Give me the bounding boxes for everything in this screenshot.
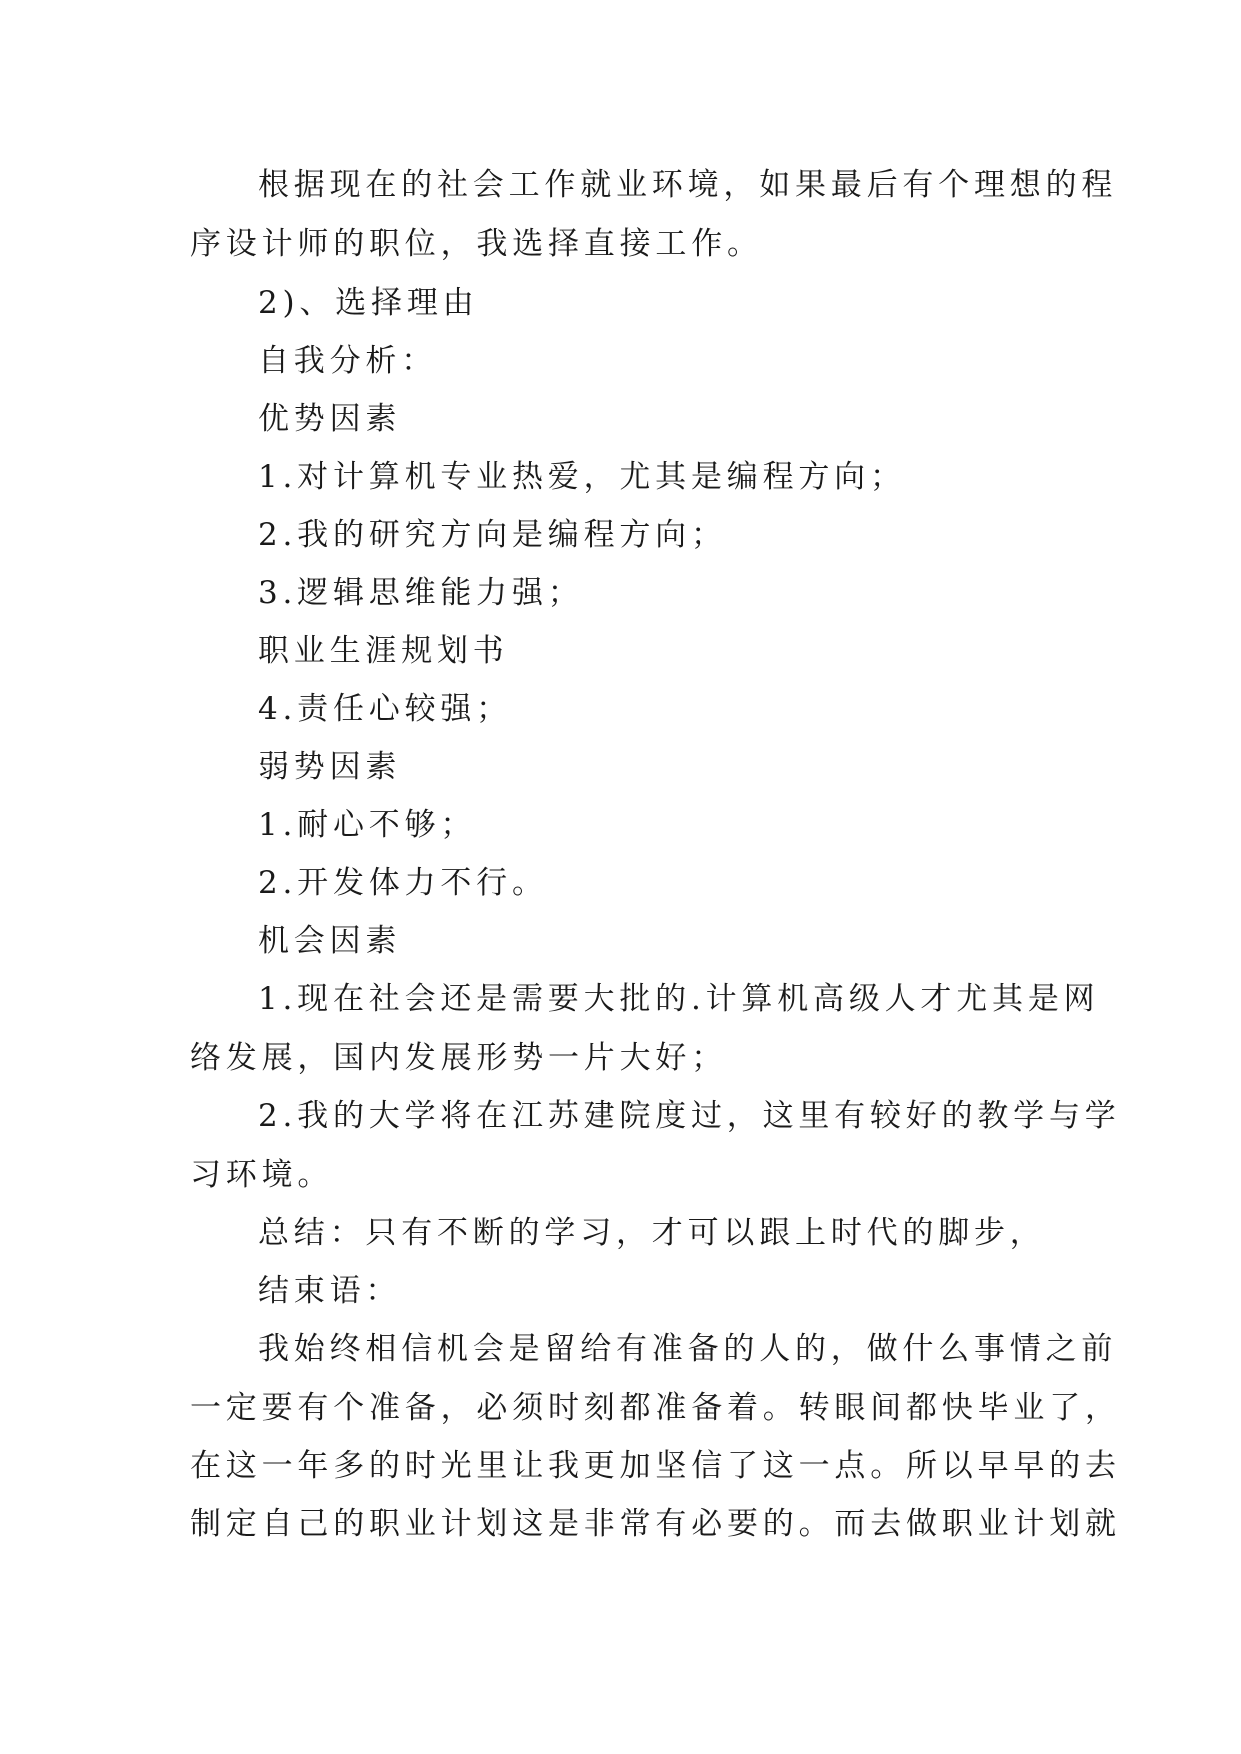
list-item: 1.现在社会还是需要大批的.计算机高级人才尤其是网 bbox=[258, 981, 1100, 1017]
paragraph-line: 序设计师的职位，我选择直接工作。 bbox=[190, 226, 763, 262]
list-item: 4.责任心较强； bbox=[258, 691, 512, 727]
list-item: 2.开发体力不行。 bbox=[258, 865, 548, 901]
list-item-continuation: 习环境。 bbox=[190, 1157, 334, 1193]
section-heading: 2)、选择理由 bbox=[258, 285, 479, 321]
subsection-heading: 优势因素 bbox=[258, 401, 402, 437]
paragraph-line: 我始终相信机会是留给有准备的人的，做什么事情之前 bbox=[258, 1331, 1118, 1367]
paragraph-line: 制定自己的职业计划这是非常有必要的。而去做职业计划就 bbox=[190, 1506, 1121, 1542]
list-item: 3.逻辑思维能力强； bbox=[258, 575, 584, 611]
subsection-heading: 弱势因素 bbox=[258, 749, 402, 785]
list-item: 1.对计算机专业热爱，尤其是编程方向； bbox=[258, 459, 906, 495]
list-item: 2.我的研究方向是编程方向； bbox=[258, 517, 727, 553]
summary-line: 总结：只有不断的学习，才可以跟上时代的脚步， bbox=[258, 1215, 1046, 1251]
list-item: 2.我的大学将在江苏建院度过，这里有较好的教学与学 bbox=[258, 1098, 1121, 1134]
subsection-heading: 结束语： bbox=[258, 1273, 402, 1309]
subsection-heading: 机会因素 bbox=[258, 923, 402, 959]
list-item: 1.耐心不够； bbox=[258, 807, 477, 843]
paragraph-line: 在这一年多的时光里让我更加坚信了这一点。所以早早的去 bbox=[190, 1448, 1121, 1484]
list-item-continuation: 络发展，国内发展形势一片大好； bbox=[190, 1040, 727, 1076]
paragraph-line: 一定要有个准备，必须时刻都准备着。转眼间都快毕业了， bbox=[190, 1390, 1121, 1426]
subsection-heading: 自我分析： bbox=[258, 343, 437, 379]
paragraph-line: 根据现在的社会工作就业环境，如果最后有个理想的程 bbox=[258, 167, 1118, 203]
inline-heading: 职业生涯规划书 bbox=[258, 633, 509, 669]
